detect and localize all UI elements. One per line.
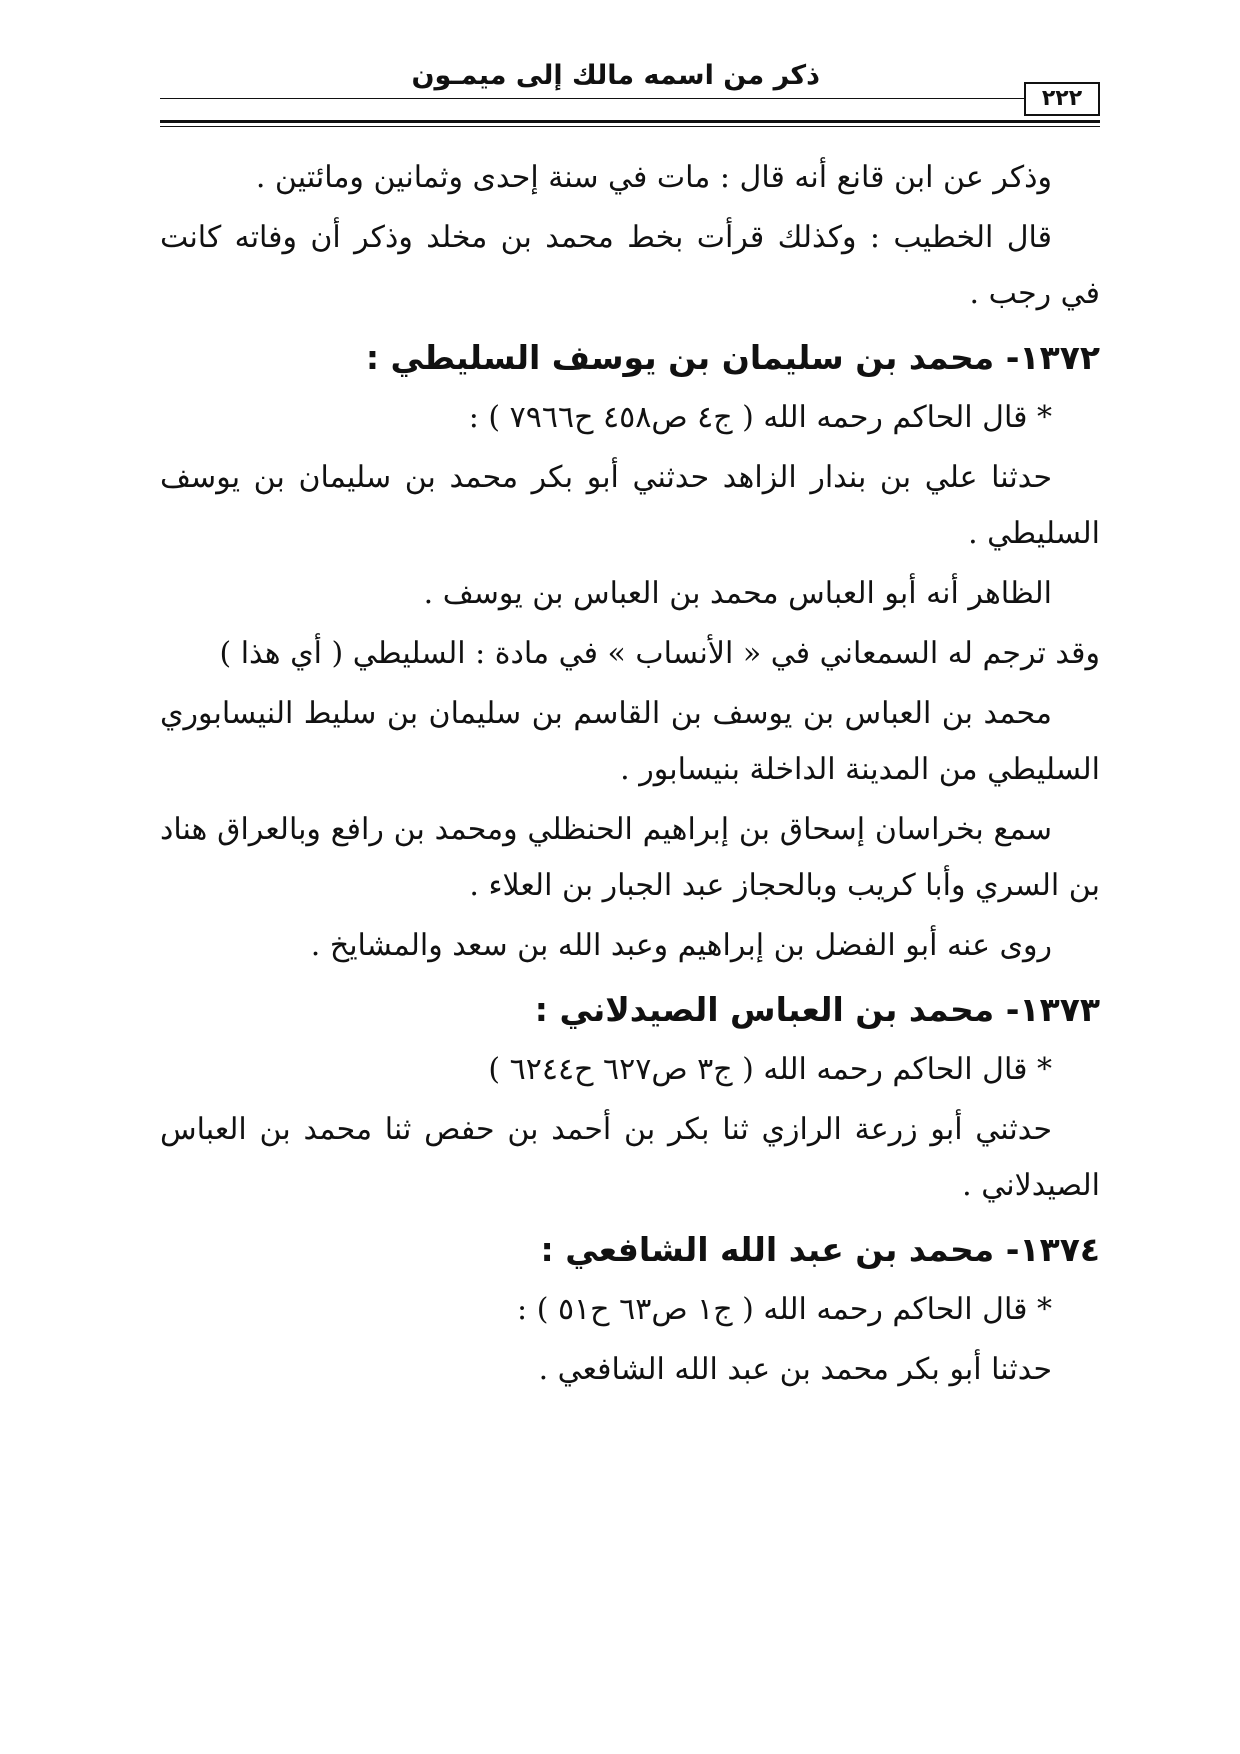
paragraph: سمع بخراسان إسحاق بن إبراهيم الحنظلي ومحمد بن رافع وبالعراق هناد بن السري وأبا كريب وبالحجاز عبد الجبار بن العلاء . bbox=[160, 812, 1100, 903]
page-header bbox=[160, 58, 1100, 138]
paragraph: محمد بن العباس بن يوسف بن القاسم بن سليمان بن سليط النيسابوري السليطي من المدينة الداخلة بنيسابور . bbox=[160, 696, 1100, 787]
paragraph: وقد ترجم له السمعاني في « الأنساب » في مادة : السليطي ( أي هذا ) bbox=[219, 636, 1100, 671]
entry-heading-1373: ١٣٧٣- محمد بن العباس الصيدلاني : bbox=[534, 990, 1100, 1029]
paragraph: الظاهر أنه أبو العباس محمد بن العباس بن يوسف . bbox=[423, 576, 1052, 611]
entry-heading-1372: ١٣٧٢- محمد بن سليمان بن يوسف السليطي : bbox=[365, 338, 1100, 377]
running-title: ذكر من اسمه مالك إلى ميمـون bbox=[411, 60, 820, 91]
source-reference: * قال الحاكم رحمه الله ( ج٣ ص٦٢٧ ح٦٢٤٤ ) bbox=[488, 1052, 1052, 1087]
header-divider bbox=[160, 120, 1100, 123]
paragraph: قال الخطيب : وكذلك قرأت بخط محمد بن مخلد وذكر أن وفاته كانت في رجب . bbox=[160, 220, 1100, 311]
paragraph: حدثني أبو زرعة الرازي ثنا بكر بن أحمد بن حفص ثنا محمد بن العباس الصيدلاني . bbox=[160, 1112, 1100, 1203]
page-number: ٢٢٢ bbox=[1024, 82, 1100, 116]
paragraph: وذكر عن ابن قانع أنه قال : مات في سنة إحدى وثمانين ومائتين . bbox=[255, 160, 1052, 195]
entry-heading-1374: ١٣٧٤- محمد بن عبد الله الشافعي : bbox=[540, 1230, 1100, 1269]
source-reference: * قال الحاكم رحمه الله ( ج١ ص٦٣ ح٥١ ) : bbox=[517, 1292, 1052, 1327]
paragraph: حدثنا أبو بكر محمد بن عبد الله الشافعي . bbox=[538, 1352, 1052, 1387]
paragraph: روى عنه أبو الفضل بن إبراهيم وعبد الله بن سعد والمشايخ . bbox=[310, 928, 1052, 963]
page-body bbox=[160, 150, 1100, 1402]
header-rule bbox=[160, 98, 1024, 99]
header-divider-secondary bbox=[160, 126, 1100, 127]
paragraph: حدثنا علي بن بندار الزاهد حدثني أبو بكر محمد بن سليمان بن يوسف السليطي . bbox=[160, 460, 1100, 551]
source-reference: * قال الحاكم رحمه الله ( ج٤ ص٤٥٨ ح٧٩٦٦ ) : bbox=[468, 400, 1052, 435]
